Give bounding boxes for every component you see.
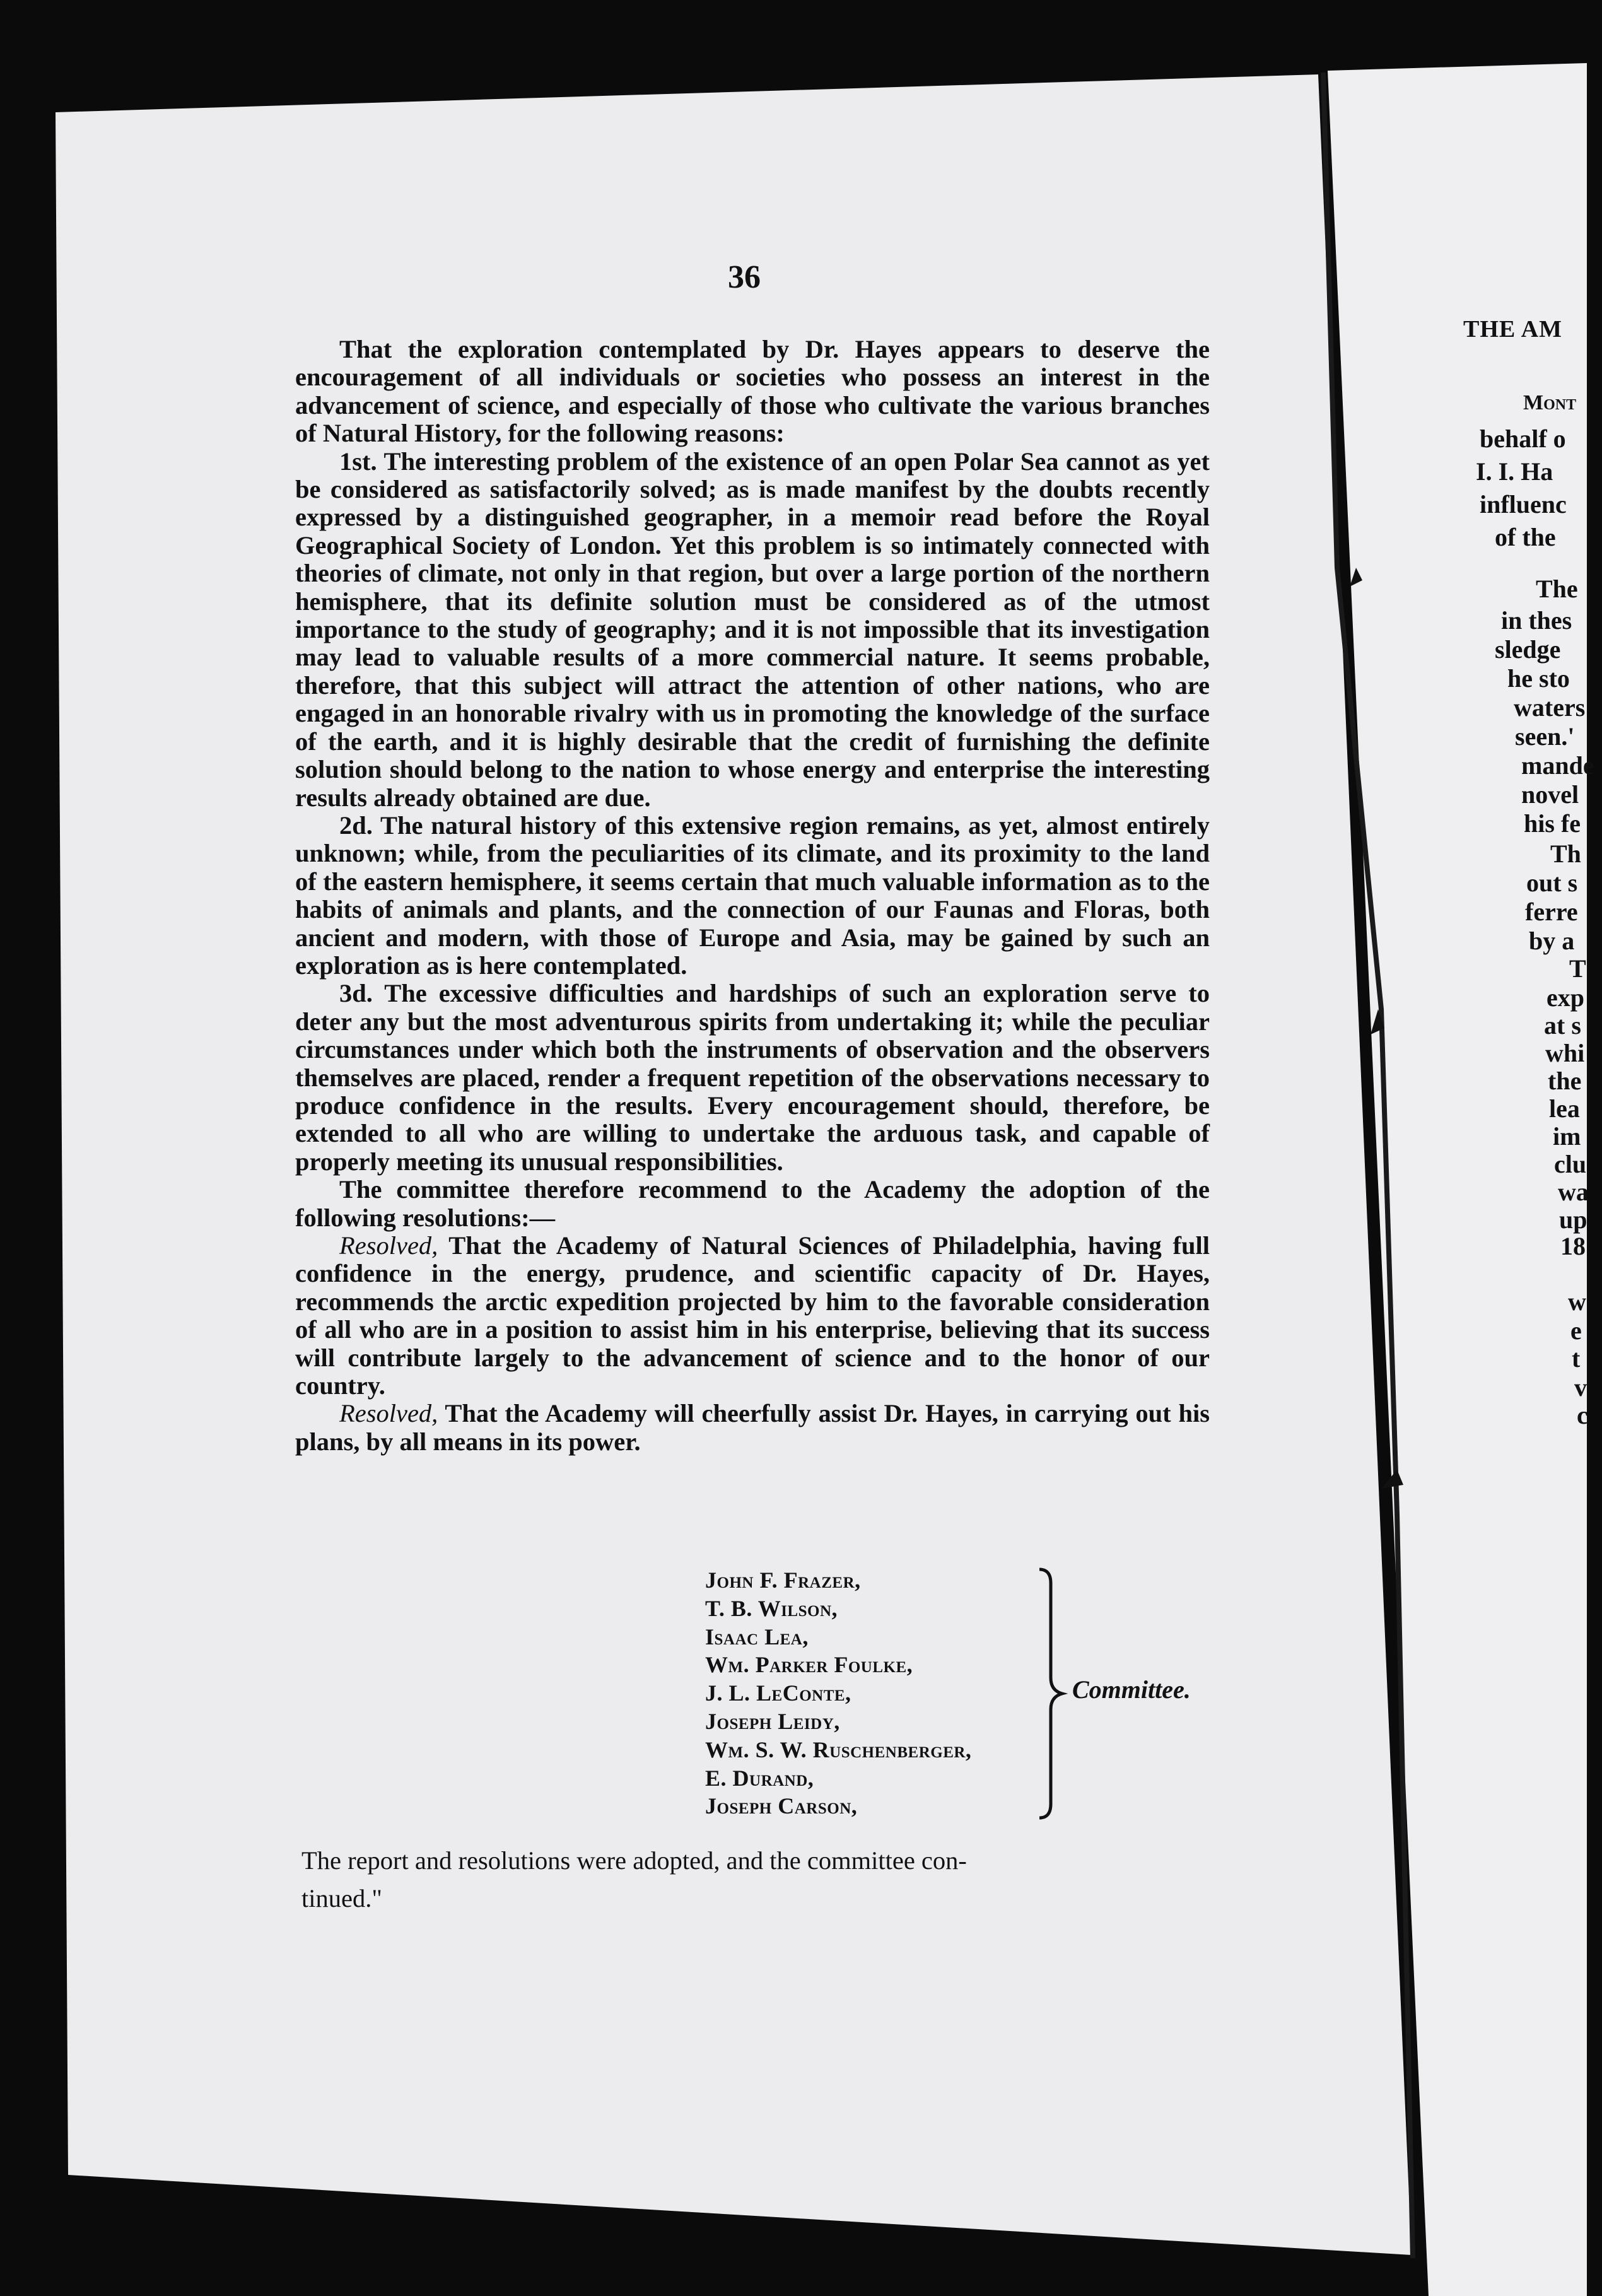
facing-fragment: e <box>1570 1316 1582 1345</box>
facing-fragment: at s <box>1544 1011 1581 1040</box>
facing-fragment: I. I. Ha <box>1476 457 1553 486</box>
signatory-name: J. L. LeConte, <box>705 1680 851 1706</box>
signatory-name: T. B. Wilson, <box>705 1595 838 1621</box>
facing-fragment: t <box>1572 1344 1581 1373</box>
signatory-name: Joseph Leidy, <box>705 1708 840 1734</box>
page-number: 36 <box>728 259 761 295</box>
facing-fragment: in thes <box>1501 606 1572 635</box>
facing-fragment: clu <box>1554 1150 1587 1178</box>
closing-line-1: The report and resolutions were adopted, and the committee con- <box>301 1846 967 1875</box>
recommendation-paragraph: The committee therefore recommend to the Academy the adoption of the following resolutions:— <box>295 1175 1210 1232</box>
facing-fragment: wa <box>1558 1178 1589 1206</box>
facing-fragment: c <box>1577 1401 1588 1429</box>
facing-fragment: he sto <box>1507 664 1570 693</box>
closing-statement <box>301 1842 1210 1918</box>
resolution-second-text: That the Academy will cheerfully assist Dr. Hayes, in carrying out his plans, by all means in its power. <box>295 1399 1210 1456</box>
facing-page-text <box>1463 315 1602 1577</box>
signatory-list <box>705 1566 1058 1820</box>
facing-fragment: mande <box>1521 751 1594 780</box>
reason-third-paragraph: 3d. The excessive difficulties and hardships of such an exploration serve to deter any but the most adventurous spirits from undertaking it; while the peculiar circumstances under which both the instruments of observation and the observers themselves are placed, render a frequent repetition of the observations necessary to produce confidence in the results. Every encouragement should, therefore, be extended to all who are willing to undertake the arduous task, and capable of properly meeting its unusual responsibilities. <box>295 979 1210 1176</box>
facing-fragment: waters <box>1514 693 1586 722</box>
signatory-name: E. Durand, <box>705 1765 814 1791</box>
signatory-name: Wm. S. W. Ruschenberger, <box>705 1737 972 1762</box>
facing-fragment: im <box>1553 1122 1581 1151</box>
facing-fragment: The <box>1536 575 1578 603</box>
facing-page-title: THE AM <box>1463 316 1562 343</box>
main-text-body <box>295 336 1210 1456</box>
facing-fragment: the <box>1548 1067 1582 1095</box>
facing-fragment: influenc <box>1480 490 1567 518</box>
resolved-word: Resolved, <box>339 1231 438 1260</box>
resolved-word: Resolved, <box>339 1399 438 1428</box>
facing-fragment: novel <box>1521 780 1579 809</box>
right-brace <box>1034 1564 1072 1823</box>
facing-fragment: sledge <box>1495 635 1561 664</box>
reason-second-paragraph: 2d. The natural history of this extensive region remains, as yet, almost entirely unknown; while, from the peculiarities of its climate, and its proximity to the land of the eastern hemisphere, it seems certain that much valuable information as to the habits of animals and plants, and the connection of our Faunas and Floras, both ancient and modern, with those of Europe and Asia, may be gained by such an exploration as is here contemplated. <box>295 811 1210 980</box>
signatory-name: Wm. Parker Foulke, <box>705 1652 913 1678</box>
facing-fragment: T <box>1569 954 1586 983</box>
signatory-name: Joseph Carson, <box>705 1793 858 1819</box>
resolution-first-text: That the Academy of Natural Sciences of Philadelphia, having full confidence in the energy, prudence, and scientific capacity of Dr. Hayes, recommends the arctic expedition projected by him to the favorable consideration of all who are in a position to assist him in his enterprise, believing that its success will contribute largely to the advancement of science and to the honor of our country. <box>295 1231 1210 1400</box>
intro-paragraph: That the exploration contemplated by Dr. Hayes appears to deserve the encouragement of all individuals or societies who possess an interest in the advancement of science, and especially of those who cultivate the various branches of Natural History, for the following reasons: <box>295 335 1210 448</box>
committee-label: Committee. <box>1072 1675 1191 1704</box>
facing-fragment: exp <box>1546 983 1584 1012</box>
facing-fragment: Th <box>1550 840 1581 868</box>
facing-fragment: seen.' <box>1515 722 1575 751</box>
signatory-name: John F. Frazer, <box>705 1567 861 1593</box>
facing-fragment: of the <box>1495 523 1556 551</box>
facing-fragment: whi <box>1545 1039 1585 1067</box>
facing-fragment: by a <box>1529 927 1575 955</box>
facing-fragment: up <box>1559 1205 1587 1234</box>
facing-fragment: Mont <box>1523 391 1577 414</box>
signatory-name: Isaac Lea, <box>705 1624 809 1649</box>
facing-fragment: 18 <box>1560 1232 1586 1260</box>
facing-fragment: his fe <box>1524 809 1581 838</box>
resolution-first-paragraph <box>295 1232 1210 1400</box>
closing-line-2: tinued." <box>301 1884 382 1912</box>
resolution-second-paragraph <box>295 1400 1210 1456</box>
facing-fragment: w <box>1568 1287 1586 1316</box>
facing-fragment: behalf o <box>1480 425 1566 453</box>
reason-first-paragraph: 1st. The interesting problem of the existence of an open Polar Sea cannot as yet be considered as satisfactorily solved; as is made manifest by the doubts recently expressed by a distinguished geographer, in a memoir read before the Royal Geographical Society of London. Yet this problem is so intimately connected with theories of climate, not only in that region, but over a large portion of the northern hemisphere, that its definite solution must be considered as of the utmost importance to the study of geography; and it is not impossible that its investigation may lead to valuable results of a more commercial nature. It seems probable, therefore, that this subject will attract the attention of other nations, who are engaged in an honorable rivalry with us in promoting the knowledge of the surface of the earth, and it is highly desirable that the credit of furnishing the definite solution should belong to the nation to whose energy and enterprise the interesting results already obtained are due. <box>295 447 1210 812</box>
facing-fragment: out s <box>1526 869 1578 897</box>
facing-fragment: ferre <box>1525 898 1578 926</box>
facing-fragment: v <box>1574 1373 1587 1402</box>
facing-fragment: lea <box>1549 1094 1580 1123</box>
